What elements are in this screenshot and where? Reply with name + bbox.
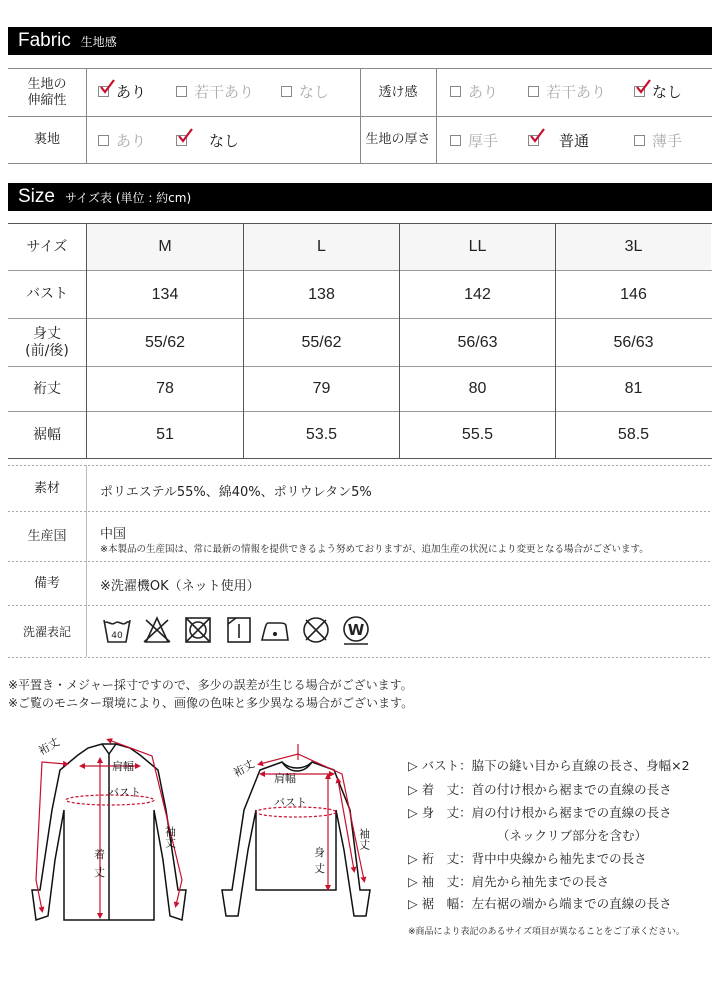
fabric-label-sheerness: 透け感 xyxy=(378,84,418,100)
lining-option-no: なし xyxy=(176,130,239,151)
info-material: ポリエステル55%、綿40%、ポリウレタン5% xyxy=(100,485,372,500)
jacket-sode-label: 袖丈 xyxy=(163,826,177,848)
info-remarks: ※洗濯機OK（ネット使用） xyxy=(100,579,260,594)
checkbox-unchecked xyxy=(176,86,187,97)
stretch-option-no: なし xyxy=(281,81,329,102)
line-dry-shade-icon xyxy=(228,618,250,642)
checkbox-checked xyxy=(528,135,539,146)
checkbox-unchecked xyxy=(450,135,461,146)
size-col-ll: LL xyxy=(468,238,487,255)
legend-item-yuki: ▷ 裄 丈：背中中央線から袖先までの長さ xyxy=(408,851,647,866)
lining-option-yes: あり xyxy=(98,130,146,151)
jacket-bust-label: バスト xyxy=(108,786,141,799)
sheer-option-yes: あり xyxy=(450,81,498,102)
size-col-m: M xyxy=(158,238,172,255)
jacket-yuki-label: 裄丈 xyxy=(36,735,62,758)
sweater-take-label: 丈 xyxy=(314,862,325,875)
fabric-label-stretch: 生地の 伸縮性 xyxy=(27,76,67,108)
sweater-sode-label: 袖丈 xyxy=(357,828,371,850)
care-icons xyxy=(102,614,372,646)
size-row-label-length: 身丈 (前/後) xyxy=(25,325,69,359)
size-cell: 56/63 xyxy=(457,333,498,351)
size-cell: 78 xyxy=(156,380,174,397)
size-row-label-hem: 裾幅 xyxy=(33,426,61,443)
fabric-title-en: Fabric xyxy=(18,30,71,51)
info-label-material: 素材 xyxy=(33,480,60,496)
wet-clean-icon xyxy=(344,617,368,644)
info-label-origin: 生産国 xyxy=(27,528,67,544)
size-title-jp: サイズ表 (単位 : 約cm) xyxy=(64,190,192,205)
sweater-kata-label: 肩幅 xyxy=(274,772,296,785)
thickness-option-thin: 薄手 xyxy=(634,130,682,151)
size-cell: 53.5 xyxy=(305,426,338,443)
svg-text:W: W xyxy=(347,621,365,639)
sheer-option-no: なし xyxy=(634,81,682,102)
note-color: ※ご覧のモニター環境により、画像の色味と多少異なる場合がございます。 xyxy=(8,696,414,710)
legend-item-mitake: ▷ 身 丈：肩の付け根から裾までの直線の長さ xyxy=(408,805,672,820)
jacket-kata-label: 肩幅 xyxy=(112,760,134,773)
size-cell: 79 xyxy=(312,380,331,397)
legend-item-sode: ▷ 袖 丈：肩先から袖先までの長さ xyxy=(408,874,610,889)
stretch-option-yes: あり xyxy=(98,81,146,102)
checkbox-checked xyxy=(98,86,109,97)
size-cell: 56/63 xyxy=(613,333,654,351)
checkbox-checked xyxy=(176,135,187,146)
size-col-3l: 3L xyxy=(624,238,643,255)
checkbox-unchecked xyxy=(98,135,109,146)
size-row-label-bust: バスト xyxy=(26,286,68,302)
legend-item-bust: ▷ バスト：脇下の縫い目から直線の長さ、身幅×2 xyxy=(408,758,690,773)
info-label-care: 洗濯表記 xyxy=(22,624,71,639)
checkbox-unchecked xyxy=(634,135,645,146)
sweater-illustration xyxy=(222,762,370,916)
footnote: ※商品により表記のあるサイズ項目が異なることをご了承ください。 xyxy=(408,927,685,937)
size-row-label-sleeve: 裄丈 xyxy=(33,380,61,397)
checkbox-unchecked xyxy=(281,86,292,97)
fabric-label-lining: 裏地 xyxy=(33,132,60,147)
size-cell: 138 xyxy=(308,285,335,303)
size-cell: 58.5 xyxy=(617,426,650,443)
size-title-en: Size xyxy=(18,186,55,207)
size-header-label: サイズ xyxy=(26,238,68,255)
legend-item-mitake-note: （ネックリブ部分を含む） xyxy=(497,828,648,843)
jacket-ki-label: 着 xyxy=(94,848,105,861)
size-cell: 55/62 xyxy=(144,333,186,351)
fabric-title-jp: 生地感 xyxy=(80,34,117,49)
size-cell: 142 xyxy=(464,285,491,303)
size-cell: 80 xyxy=(468,380,487,397)
checkbox-checked xyxy=(634,86,645,97)
sweater-bust-label: バスト xyxy=(274,796,307,809)
size-cell: 55.5 xyxy=(461,426,494,443)
size-cell: 55/62 xyxy=(301,333,342,351)
info-origin: 中国 xyxy=(100,527,127,542)
checkbox-unchecked xyxy=(528,86,539,97)
iron-low-icon xyxy=(262,623,288,640)
measurement-diagram xyxy=(30,730,400,925)
legend-item-suso: ▷ 裾 幅：左右裾の端から端までの直線の長さ xyxy=(408,896,672,911)
sweater-mi-label: 身 xyxy=(314,846,325,859)
size-col-l: L xyxy=(317,238,326,255)
size-cell: 146 xyxy=(620,285,647,303)
size-section-header xyxy=(8,183,712,211)
size-cell: 51 xyxy=(156,426,174,443)
info-origin-note: ※本製品の生産国は、常に最新の情報を提供できるよう努めておりますが、追加生産の状況により変更となる場合がございます。 xyxy=(100,544,649,555)
thickness-option-normal: 普通 xyxy=(528,130,589,151)
no-dry-clean-icon xyxy=(304,618,328,642)
no-bleach-icon xyxy=(144,618,170,642)
jacket-take-label: 丈 xyxy=(94,866,105,879)
thickness-option-thick: 厚手 xyxy=(450,130,498,151)
no-tumble-dry-icon xyxy=(186,618,210,642)
note-measurement: ※平置き・メジャー採寸ですので、多少の誤差が生じる場合がございます。 xyxy=(8,678,413,692)
size-cell: 134 xyxy=(151,285,179,303)
legend-item-kitake: ▷ 着 丈：首の付け根から裾までの直線の長さ xyxy=(408,782,672,797)
wash-temp-text: 40 xyxy=(111,631,123,641)
sweater-yuki-label: 裄丈 xyxy=(231,757,257,780)
fabric-section-header xyxy=(8,27,712,55)
fabric-label-thickness: 生地の厚さ xyxy=(365,132,431,147)
checkbox-unchecked xyxy=(450,86,461,97)
stretch-option-slight: 若干あり xyxy=(176,81,254,102)
wash-40-icon xyxy=(104,620,130,642)
sheer-option-slight: 若干あり xyxy=(528,81,606,102)
size-cell: 81 xyxy=(624,380,643,397)
info-label-remarks: 備考 xyxy=(33,575,60,591)
